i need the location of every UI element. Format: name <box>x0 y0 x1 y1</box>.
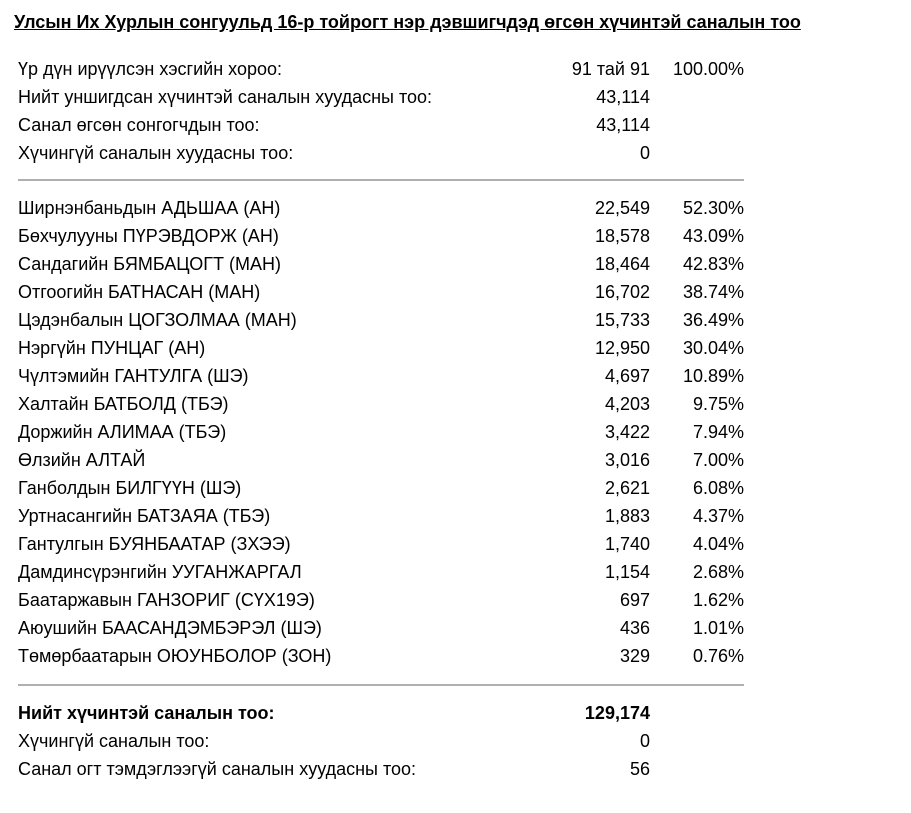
row-value: 129,174 <box>584 703 650 723</box>
row-label: Доржийн АЛИМАА (ТБЭ) <box>18 422 227 442</box>
row-percent: 1.01% <box>692 618 744 638</box>
row-percent: 7.00% <box>692 450 744 470</box>
candidate-row <box>18 446 748 474</box>
row-value: 18,578 <box>594 226 650 246</box>
candidate-row <box>18 418 748 446</box>
row-percent: 4.04% <box>692 534 744 554</box>
row-label: Өлзийн АЛТАЙ <box>18 450 146 470</box>
row-percent: 38.74% <box>682 282 744 302</box>
row-value: 1,154 <box>604 562 650 582</box>
row-value: 22,549 <box>594 198 650 218</box>
row-label: Гантулгын БУЯНБААТАР (ЗХЭЭ) <box>18 534 291 554</box>
row-value: 16,702 <box>594 282 650 302</box>
row-value: 56 <box>629 759 650 779</box>
summary-row-reporting-committees <box>18 55 748 83</box>
row-label: Халтайн БАТБОЛД (ТБЭ) <box>18 394 229 414</box>
row-percent: 10.89% <box>682 366 744 386</box>
row-value: 1,883 <box>604 506 650 526</box>
row-value: 3,016 <box>604 450 650 470</box>
totals-section <box>18 699 748 783</box>
summary-value: 0 <box>639 143 650 163</box>
row-percent: 0.76% <box>692 646 744 666</box>
candidate-row <box>18 306 748 334</box>
section-divider <box>18 684 744 686</box>
candidate-row <box>18 250 748 278</box>
row-label: Төмөрбаатарын ОЮУНБОЛОР (ЗОН) <box>18 646 332 666</box>
row-percent: 1.62% <box>692 590 744 610</box>
page-title: Улсын Их Хурлын сонгуульд 16-р тойрогт нэр дэвшигчдэд өгсөн хүчинтэй саналын тоо <box>14 12 801 32</box>
row-label: Ширнэнбаньдын АДЬШАА (АН) <box>18 198 281 218</box>
row-value: 12,950 <box>594 338 650 358</box>
row-value: 3,422 <box>604 422 650 442</box>
row-label: Аюушийн БААСАНДЭМБЭРЭЛ (ШЭ) <box>18 618 322 638</box>
row-percent: 9.75% <box>692 394 744 414</box>
row-value: 329 <box>619 646 650 666</box>
row-percent: 6.08% <box>692 478 744 498</box>
summary-value: 91 тай 91 <box>571 59 650 79</box>
row-label: Чүлтэмийн ГАНТУЛГА (ШЭ) <box>18 366 249 386</box>
candidate-row <box>18 474 748 502</box>
summary-value: 43,114 <box>596 115 650 135</box>
totals-row <box>18 755 748 783</box>
candidate-row <box>18 194 748 222</box>
candidate-row <box>18 278 748 306</box>
row-label: Отгоогийн БАТНАСАН (МАН) <box>18 282 261 302</box>
candidate-row <box>18 362 748 390</box>
row-label: Баатаржавын ГАНЗОРИГ (СҮХ19Э) <box>18 590 315 610</box>
summary-percent: 100.00% <box>672 59 744 79</box>
candidate-row <box>18 334 748 362</box>
row-label: Хүчингүй саналын тоо: <box>18 731 210 751</box>
row-value: 4,203 <box>604 394 650 414</box>
summary-label: Санал өгсөн сонгогчдын тоо: <box>18 115 260 135</box>
row-label: Нийт хүчинтэй саналын тоо: <box>18 703 275 723</box>
candidate-row <box>18 642 748 670</box>
row-percent: 36.49% <box>682 310 744 330</box>
row-label: Уртнасангийн БАТЗАЯА (ТБЭ) <box>18 506 271 526</box>
row-value: 4,697 <box>604 366 650 386</box>
row-value: 1,740 <box>604 534 650 554</box>
row-label: Санал огт тэмдэглээгүй саналын хуудасны тоо: <box>18 759 417 779</box>
candidate-row <box>18 222 748 250</box>
summary-label: Нийт уншигдсан хүчинтэй саналын хуудасны тоо: <box>18 87 433 107</box>
summary-row-invalid-ballots <box>18 139 748 167</box>
row-label: Сандагийн БЯМБАЦОГТ (МАН) <box>18 254 281 274</box>
row-label: Нэргүйн ПУНЦАГ (АН) <box>18 338 206 358</box>
row-percent: 42.83% <box>682 254 744 274</box>
row-label: Ганболдын БИЛГҮҮН (ШЭ) <box>18 478 242 498</box>
row-percent: 7.94% <box>692 422 744 442</box>
row-value: 697 <box>619 590 650 610</box>
summary-section <box>18 55 748 167</box>
summary-value: 43,114 <box>596 87 650 107</box>
row-value: 15,733 <box>594 310 650 330</box>
candidate-row <box>18 530 748 558</box>
summary-label: Үр дүн ирүүлсэн хэсгийн хороо: <box>18 59 283 79</box>
row-value: 436 <box>619 618 650 638</box>
row-value: 2,621 <box>604 478 650 498</box>
row-label: Цэдэнбалын ЦОГЗОЛМАА (МАН) <box>18 310 297 330</box>
row-value: 0 <box>639 731 650 751</box>
totals-row <box>18 727 748 755</box>
totals-row <box>18 699 748 727</box>
row-percent: 43.09% <box>682 226 744 246</box>
row-value: 18,464 <box>594 254 650 274</box>
row-percent: 4.37% <box>692 506 744 526</box>
row-label: Бөхчулууны ПҮРЭВДОРЖ (АН) <box>18 226 279 246</box>
summary-label: Хүчингүй саналын хуудасны тоо: <box>18 143 294 163</box>
candidate-row <box>18 614 748 642</box>
candidate-row <box>18 586 748 614</box>
candidate-row <box>18 390 748 418</box>
candidate-row <box>18 502 748 530</box>
row-percent: 30.04% <box>682 338 744 358</box>
candidate-row <box>18 558 748 586</box>
row-label: Дамдинсүрэнгийн УУГАНЖАРГАЛ <box>18 562 302 582</box>
summary-row-voters <box>18 111 748 139</box>
row-percent: 52.30% <box>682 198 744 218</box>
row-percent: 2.68% <box>692 562 744 582</box>
candidates-table <box>18 194 748 670</box>
section-divider <box>18 179 744 181</box>
summary-row-ballots-read <box>18 83 748 111</box>
